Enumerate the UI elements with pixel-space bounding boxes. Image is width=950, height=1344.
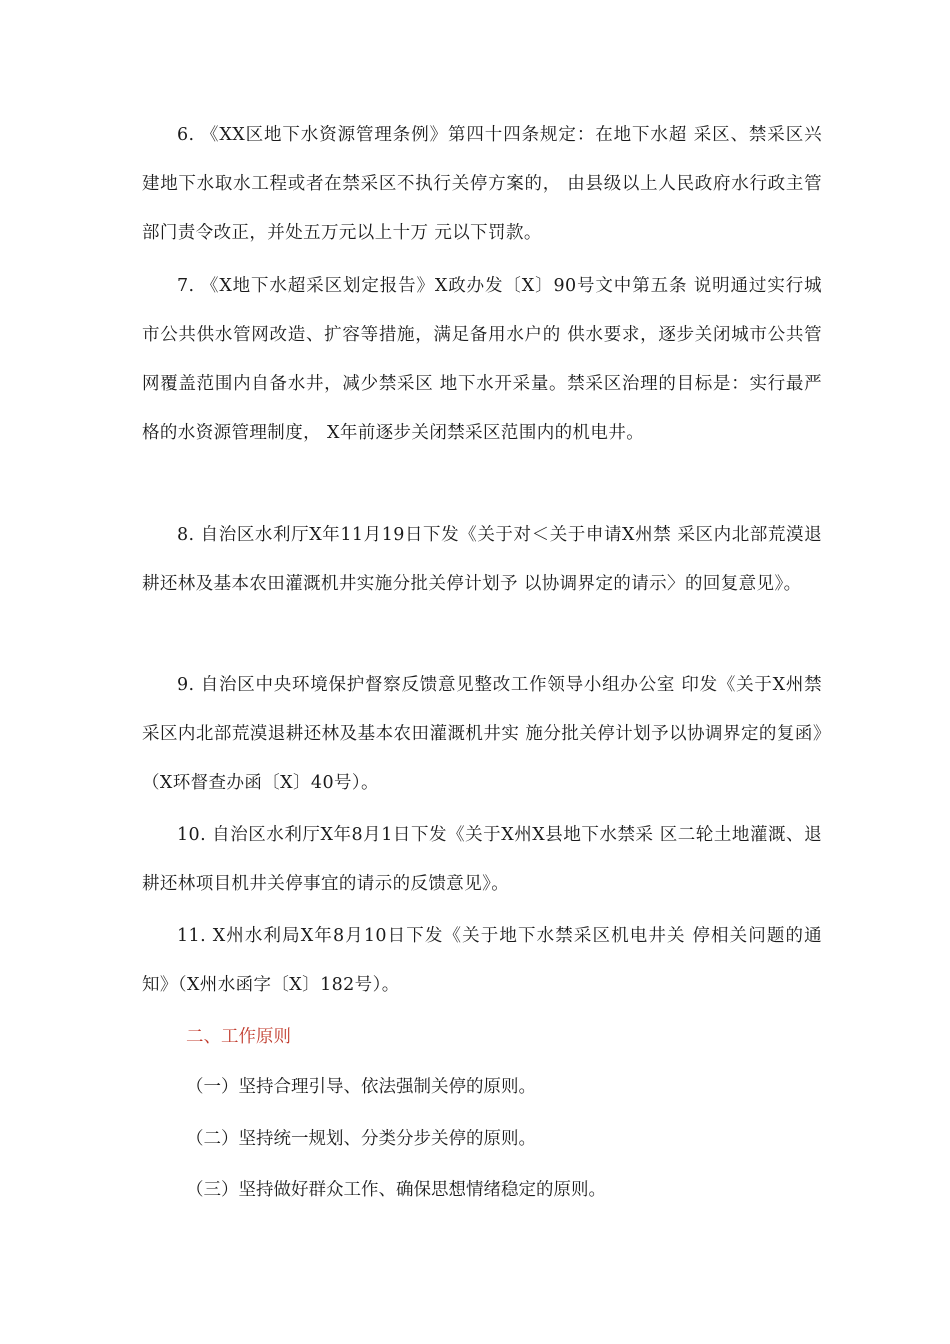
principle-item-2: （二）坚持统一规划、分类分步关停的原则。 <box>186 1129 536 1149</box>
paragraph-item-10: 10. 自治区水利厅X年8月1日下发《关于X州X县地下水禁采 区二轮土地灌溉、退耕还林项目机井关停事宜的请示的反馈意见》。 <box>142 825 822 894</box>
paragraph-item-6: 6. 《XX区地下水资源管理条例》第四十四条规定：在地下水超 采区、禁采区兴建地下水取水工程或者在禁采区不执行关停方案的， 由县级以上人民政府水行政主管部门责令改正，并处五万元以上十万 元以下罚款。 <box>142 125 822 243</box>
paragraph-item-9: 9. 自治区中央环境保护督察反馈意见整改工作领导小组办公室 印发《关于X州禁采区内北部荒漠退耕还林及基本农田灌溉机井实 施分批关停计划予以协调界定的复函》（X环督查办函〔X〕40号）。 <box>142 675 822 793</box>
paragraph-item-7: 7. 《X地下水超采区划定报告》X政办发〔X〕90号文中第五条 说明通过实行城市公共供水管网改造、扩容等措施，满足备用水户的 供水要求，逐步关闭城市公共管网覆盖范围内自备水井，减少禁采区 地下水开采量。禁采区治理的目标是：实行最严格的水资源管理制度， X年前逐步关闭禁采区范围内的机电井。 <box>142 276 822 443</box>
principle-item-3: （三）坚持做好群众工作、确保思想情绪稳定的原则。 <box>186 1180 606 1200</box>
principle-item-1: （一）坚持合理引导、依法强制关停的原则。 <box>186 1077 536 1097</box>
paragraph-item-8: 8. 自治区水利厅X年11月19日下发《关于对＜关于申请X州禁 采区内北部荒漠退耕还林及基本农田灌溉机井实施分批关停计划予 以协调界定的请示〉的回复意见》。 <box>142 525 822 594</box>
paragraph-item-11: 11. X州水利局X年8月10日下发《关于地下水禁采区机电井关 停相关问题的通知》（X州水函字〔X〕182号）。 <box>142 926 822 995</box>
section-heading-work-principles: 二、工作原则 <box>186 1027 291 1047</box>
